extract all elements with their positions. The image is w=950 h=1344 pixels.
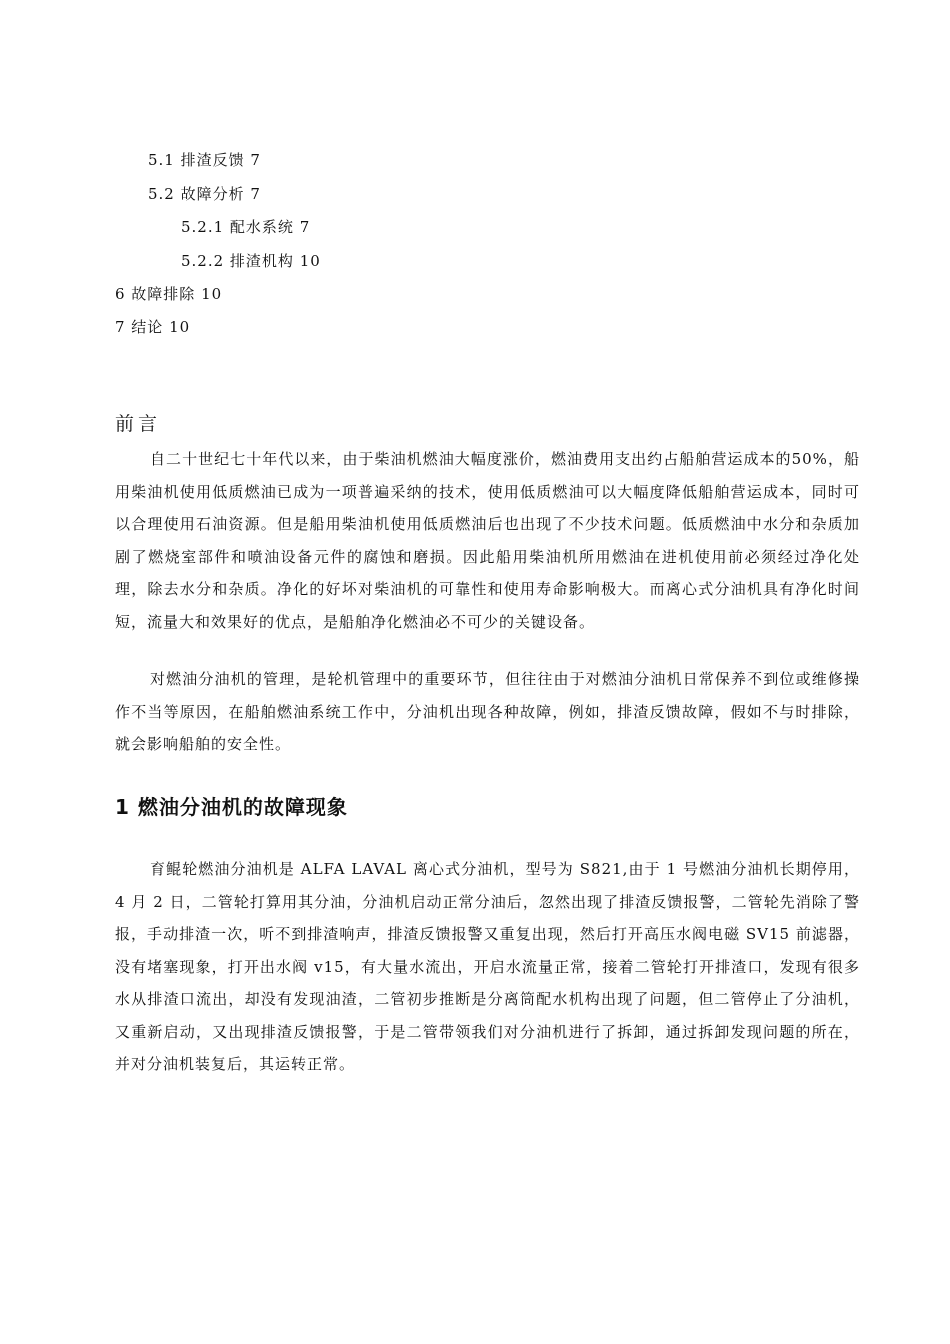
toc-item-5-2: 5.2 故障分析 7	[148, 185, 261, 203]
toc-item-7: 7 结论 10	[115, 318, 191, 336]
toc-item-5-2-2: 5.2.2 排渣机构 10	[181, 252, 321, 270]
preface-paragraph-2: 对燃油分油机的管理，是轮机管理中的重要环节，但往往由于对燃油分油机日常保养不到位或维修操作不当等原因，在船舶燃油系统工作中，分油机出现各种故障，例如，排渣反馈故障，假如不与时排除，就会影响船舶的安全性。	[115, 670, 860, 753]
section-1-heading: 1 燃油分油机的故障现象	[115, 795, 348, 819]
toc-item-5-1: 5.1 排渣反馈 7	[148, 151, 261, 169]
toc-item-6: 6 故障排除 10	[115, 285, 223, 303]
section-1-paragraph: 育鲲轮燃油分油机是 ALFA LAVAL 离心式分油机，型号为 S821,由于 1 号燃油分油机长期停用，4 月 2 日，二管轮打算用其分油，分油机启动正常分油后，忽然出现了排渣反馈报警，二管轮先消除了警报，手动排渣一次，听不到排渣响声，排渣反馈报警又重复出现，然后打开高压水阀电磁 SV15 前滤器，没有堵塞现象，打开出水阀 v15，有大量水流出，开启水流量正常，接着二管轮打开排渣口，发现有很多水从排渣口流出，却没有发现油渣，二管初步推断是分离筒配水机构出现了问题，但二管停止了分油机，又重新启动，又出现排渣反馈报警，于是二管带领我们对分油机进行了拆卸，通过拆卸发现问题的所在，并对分油机装复后，其运转正常。	[115, 860, 860, 1073]
preface-paragraph-1: 自二十世纪七十年代以来，由于柴油机燃油大幅度涨价，燃油费用支出约占船舶营运成本的50%，船用柴油机使用低质燃油已成为一项普遍采纳的技术，使用低质燃油可以大幅度降低船舶营运成本，同时可以合理使用石油资源。但是船用柴油机使用低质燃油后也出现了不少技术问题。低质燃油中水分和杂质加剧了燃烧室部件和喷油设备元件的腐蚀和磨损。因此船用柴油机所用燃油在进机使用前必须经过净化处理，除去水分和杂质。净化的好坏对柴油机的可靠性和使用寿命影响极大。而离心式分油机具有净化时间短，流量大和效果好的优点，是船舶净化燃油必不可少的关键设备。	[115, 450, 860, 631]
toc-item-5-2-1: 5.2.1 配水系统 7	[181, 218, 311, 236]
preface-heading: 前言	[115, 413, 162, 435]
